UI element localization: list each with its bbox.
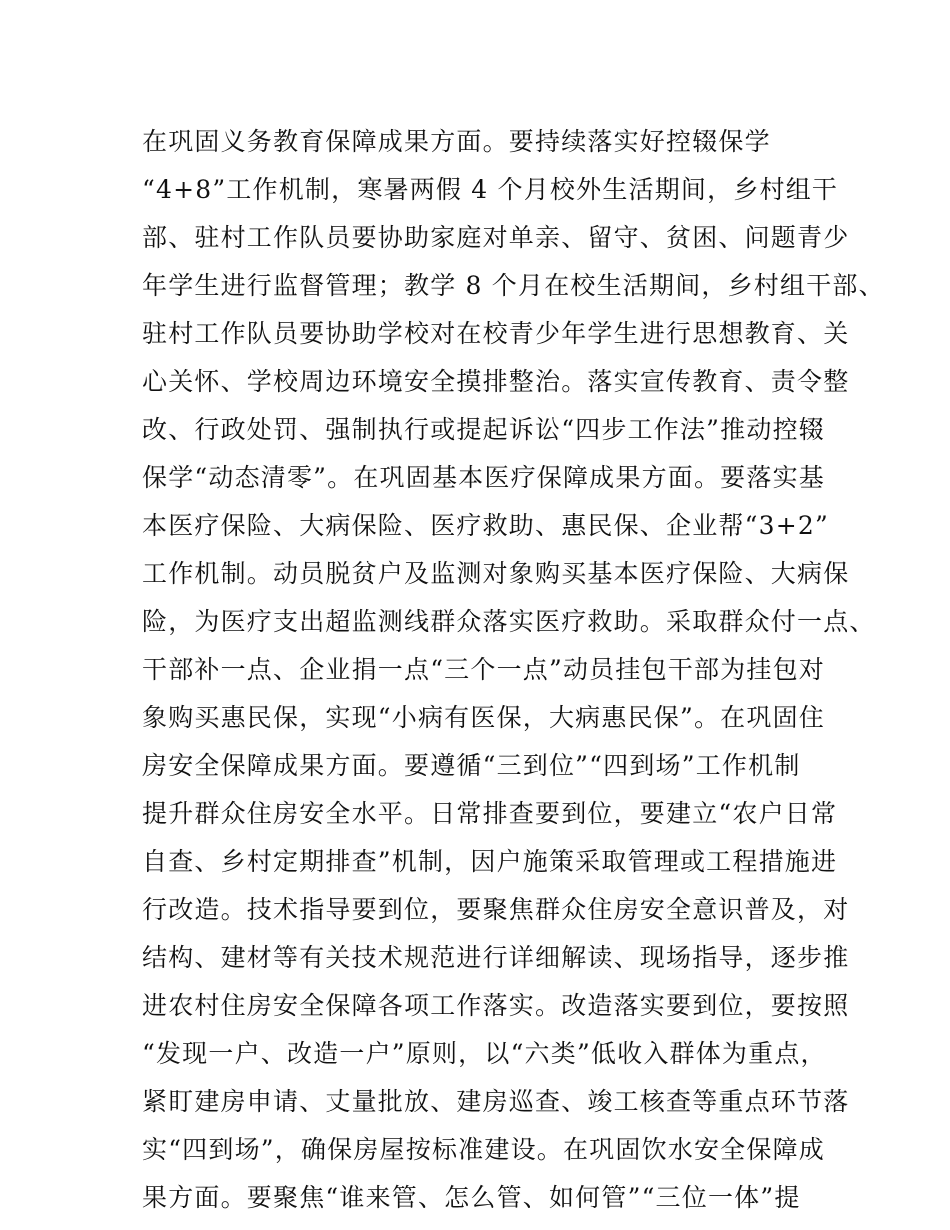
text-line-9: 本医疗保险、大病保险、医疗救助、惠民保、企业帮“3+2”: [142, 511, 829, 540]
text-line-21: 紧盯建房申请、丈量批放、建房巡查、竣工核查等重点环节落: [142, 1087, 850, 1116]
text-line-17: 行改造。技术指导要到位，要聚焦群众住房安全意识普及，对: [142, 895, 850, 924]
text-line-19: 进农村住房安全保障各项工作落实。改造落实要到位，要按照: [142, 991, 850, 1020]
text-line-6: 心关怀、学校周边环境安全摸排整治。落实宣传教育、责令整: [142, 367, 850, 396]
text-line-11: 险，为医疗支出超监测线群众落实医疗救助。采取群众付一点、: [142, 607, 876, 636]
text-line-18: 结构、建材等有关技术规范进行详细解读、现场指导，逐步推: [142, 943, 850, 972]
text-line-10: 工作机制。动员脱贫户及监测对象购买基本医疗保险、大病保: [142, 559, 850, 588]
text-line-22: 实“四到场”，确保房屋按标准建设。在巩固饮水安全保障成: [142, 1135, 825, 1164]
text-line-5: 驻村工作队员要协助学校对在校青少年学生进行思想教育、关: [142, 319, 850, 348]
text-line-14: 房安全保障成果方面。要遵循“三到位”“四到场”工作机制: [142, 751, 801, 780]
text-line-12: 干部补一点、企业捐一点“三个一点”动员挂包干部为挂包对: [142, 655, 825, 684]
text-line-13: 象购买惠民保，实现“小病有医保，大病惠民保”。在巩固住: [142, 703, 825, 732]
text-line-7: 改、行政处罚、强制执行或提起诉讼“四步工作法”推动控辍: [142, 415, 825, 444]
text-line-2: “4+8”工作机制，寒暑两假 4 个月校外生活期间，乡村组干: [142, 175, 839, 204]
text-line-23: 果方面。要聚焦“谁来管、怎么管、如何管”“三位一体”提: [142, 1183, 801, 1212]
text-line-15: 提升群众住房安全水平。日常排查要到位，要建立“农户日常: [142, 799, 838, 828]
text-line-8: 保学“动态清零”。在巩固基本医疗保障成果方面。要落实基: [142, 463, 825, 492]
text-line-16: 自查、乡村定期排查”机制，因户施策采取管理或工程措施进: [142, 847, 838, 876]
body-paragraph: [142, 118, 885, 1222]
text-line-20: “发现一户、改造一户”原则，以“六类”低收入群体为重点，: [142, 1039, 827, 1068]
text-line-1: 在巩固义务教育保障成果方面。要持续落实好控辍保学: [142, 127, 771, 156]
text-line-3: 部、驻村工作队员要协助家庭对单亲、留守、贫困、问题青少: [142, 223, 850, 252]
text-line-4: 年学生进行监督管理；教学 8 个月在校生活期间，乡村组干部、: [142, 271, 885, 300]
